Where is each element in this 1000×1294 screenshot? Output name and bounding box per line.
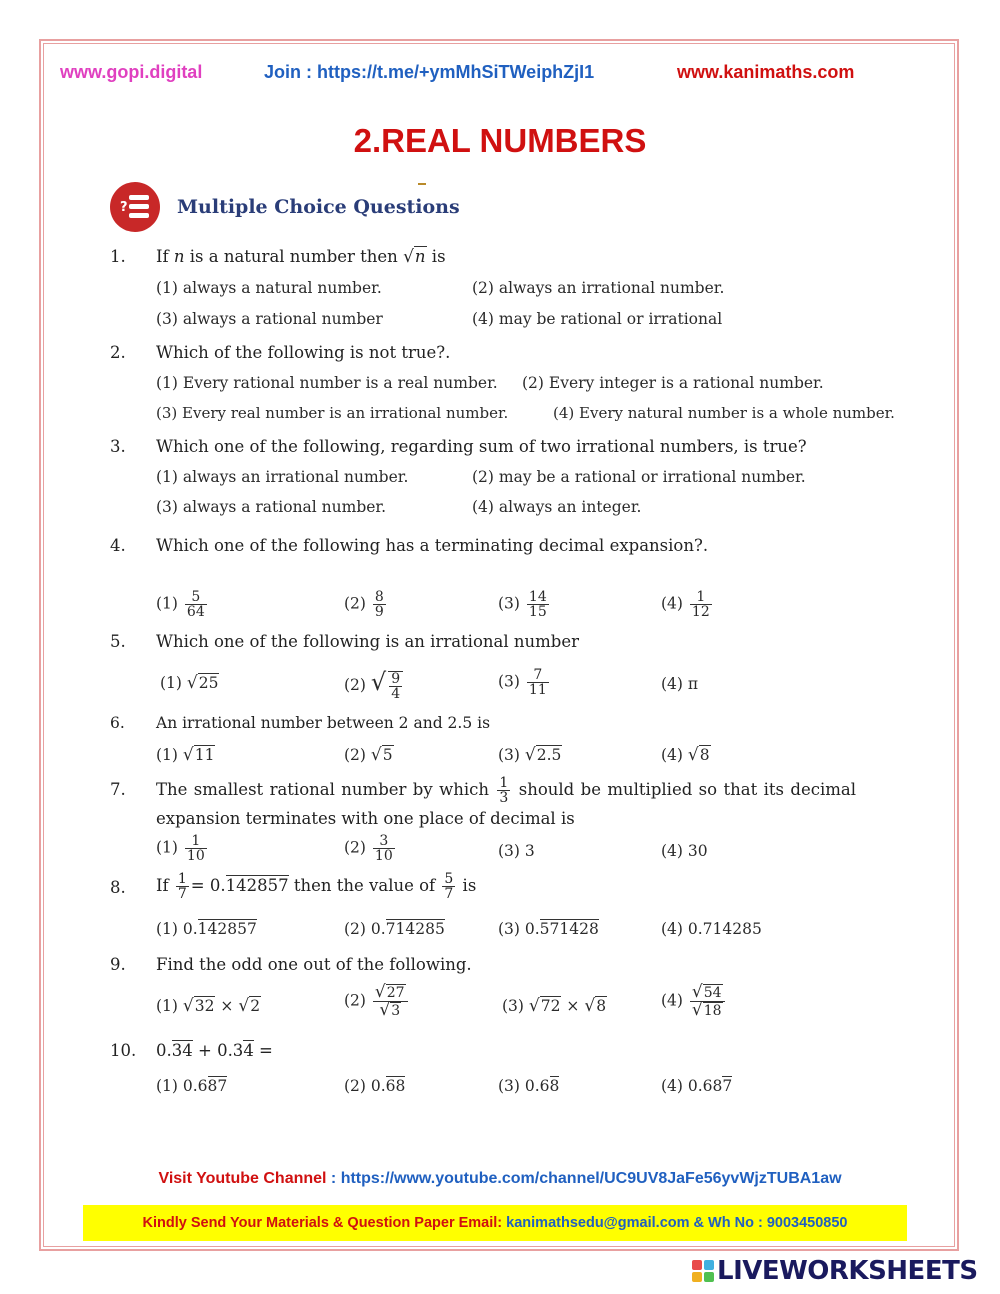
question-number: 8. xyxy=(110,878,126,897)
option-8-1[interactable]: (1) 0.142857 xyxy=(156,920,257,938)
option-1-1[interactable]: (1) always a natural number. xyxy=(156,279,382,297)
option-7-2[interactable]: (2) $\frac{3}{10}$ xyxy=(344,833,393,864)
question-number: 6. xyxy=(110,714,125,732)
youtube-line: Visit Youtube Channel : https://www.youtube.com/channel/UC9UV8JaFe56yvWjzTUBA1aw xyxy=(158,1170,842,1187)
option-4-2[interactable]: (2) $\frac{8}{9}$ xyxy=(344,589,384,620)
option-1-3[interactable]: (3) always a rational number xyxy=(156,310,383,328)
question-text: Which one of the following has a terminating decimal expansion?. xyxy=(156,536,709,555)
option-8-4[interactable]: (4) 0.714285 xyxy=(661,920,762,938)
question-number: 7. xyxy=(110,780,126,799)
section-title: Multiple Choice Questions xyxy=(177,196,460,218)
option-10-1[interactable]: (1) 0.687 xyxy=(156,1077,228,1095)
contact-email[interactable]: kanimathsedu@gmail.com & Wh No : xyxy=(506,1215,767,1231)
option-10-3[interactable]: (3) 0.68 xyxy=(498,1077,560,1095)
brand-text: LIVEWORKSHEETS xyxy=(717,1256,978,1286)
option-3-1[interactable]: (1) always an irrational number. xyxy=(156,468,409,486)
option-4-3[interactable]: (3) $\frac{14}{15}$ xyxy=(498,589,547,620)
option-5-4[interactable]: (4) π xyxy=(661,675,699,693)
youtube-link[interactable]: https://www.youtube.com/channel/UC9UV8JaFe56yvWjzTUBA1aw xyxy=(340,1170,842,1187)
option-7-3[interactable]: (3) 3 xyxy=(498,842,535,860)
question-number: 9. xyxy=(110,955,126,974)
option-2-2[interactable]: (2) Every integer is a rational number. xyxy=(522,374,824,392)
question-text: Which one of the following is an irrational number xyxy=(156,632,579,651)
question-number: 1. xyxy=(110,247,126,266)
question-text: An irrational number between 2 and 2.5 is xyxy=(156,714,491,732)
option-9-1[interactable]: (1) √32 × √2 xyxy=(156,996,261,1016)
option-2-1[interactable]: (1) Every rational number is a real number. xyxy=(156,374,498,392)
option-3-4[interactable]: (4) always an integer. xyxy=(472,498,642,516)
option-5-2[interactable]: (2) √ $\frac{9}{4}$ xyxy=(344,668,405,701)
question-number: 4. xyxy=(110,536,126,555)
option-9-2[interactable]: (2) $\frac{√27}{√3}$ xyxy=(344,984,410,1019)
gopi-link[interactable]: www.gopi.digital xyxy=(60,62,203,82)
option-6-2[interactable]: (2) √5 xyxy=(344,745,393,765)
option-2-3[interactable]: (3) Every real number is an irrational number. xyxy=(156,404,509,422)
option-6-3[interactable]: (3) √2.5 xyxy=(498,745,562,765)
option-5-1[interactable]: (1) √25 xyxy=(160,673,219,693)
option-8-3[interactable]: (3) 0.571428 xyxy=(498,920,599,938)
option-1-2[interactable]: (2) always an irrational number. xyxy=(472,279,725,297)
mcq-list-icon xyxy=(110,182,160,232)
option-7-4[interactable]: (4) 30 xyxy=(661,842,708,860)
contact-label: Kindly Send Your Materials & Question Paper Email: xyxy=(142,1215,507,1231)
liveworksheets-logo-icon xyxy=(691,1259,717,1285)
option-6-1[interactable]: (1) √11 xyxy=(156,745,215,765)
option-6-4[interactable]: (4) √8 xyxy=(661,745,710,765)
question-text: If $\frac{1}{7}$ = 0.142857 then the value of $\frac{5}{7}$ is xyxy=(156,871,477,902)
option-9-4[interactable]: (4) $\frac{√54}{√18}$ xyxy=(661,984,727,1019)
option-4-4[interactable]: (4) $\frac{1}{12}$ xyxy=(661,589,710,620)
option-4-1[interactable]: (1) $\frac{5}{64}$ xyxy=(156,589,205,620)
question-number: 5. xyxy=(110,632,126,651)
option-2-4[interactable]: (4) Every natural number is a whole number. xyxy=(553,404,895,422)
question-number: 10. xyxy=(110,1041,137,1060)
option-5-3[interactable]: (3) $\frac{7}{11}$ xyxy=(498,667,547,698)
kanimaths-link[interactable]: www.kanimaths.com xyxy=(677,62,855,82)
question-text: If n is a natural number then √n is xyxy=(156,247,446,267)
question-text: Which one of the following, regarding sum of two irrational numbers, is true? xyxy=(156,437,807,456)
question-number: 2. xyxy=(110,343,126,362)
question-text: Find the odd one out of the following. xyxy=(156,955,472,974)
contact-banner xyxy=(83,1205,907,1241)
option-10-4[interactable]: (4) 0.687 xyxy=(661,1077,733,1095)
header-links xyxy=(0,62,1000,86)
telegram-link[interactable]: Join : https://t.me/+ymMhSiTWeiphZjI1 xyxy=(264,62,595,82)
decorative-dash xyxy=(418,183,426,185)
option-8-2[interactable]: (2) 0.714285 xyxy=(344,920,445,938)
svg-text:?: ? xyxy=(120,200,128,215)
question-text: The smallest rational number by which $\frac{1}{3}$ should be multiplied so that its decimal expansion terminates with one place of decimal is xyxy=(156,775,856,828)
question-text: 0.34 + 0.34 = xyxy=(156,1041,273,1060)
option-3-2[interactable]: (2) may be a rational or irrational number. xyxy=(472,468,806,486)
question-text: Which of the following is not true?. xyxy=(156,343,451,362)
option-1-4[interactable]: (4) may be rational or irrational xyxy=(472,310,723,328)
question-number: 3. xyxy=(110,437,126,456)
youtube-label: Visit Youtube Channel xyxy=(158,1170,327,1187)
option-3-3[interactable]: (3) always a rational number. xyxy=(156,498,387,516)
option-7-1[interactable]: (1) $\frac{1}{10}$ xyxy=(156,833,205,864)
contact-phone: 9003450850 xyxy=(766,1215,848,1231)
page-title: 2.REAL NUMBERS xyxy=(353,122,647,159)
option-9-3[interactable]: (3) √72 × √8 xyxy=(502,996,607,1016)
option-10-2[interactable]: (2) 0.68 xyxy=(344,1077,406,1095)
